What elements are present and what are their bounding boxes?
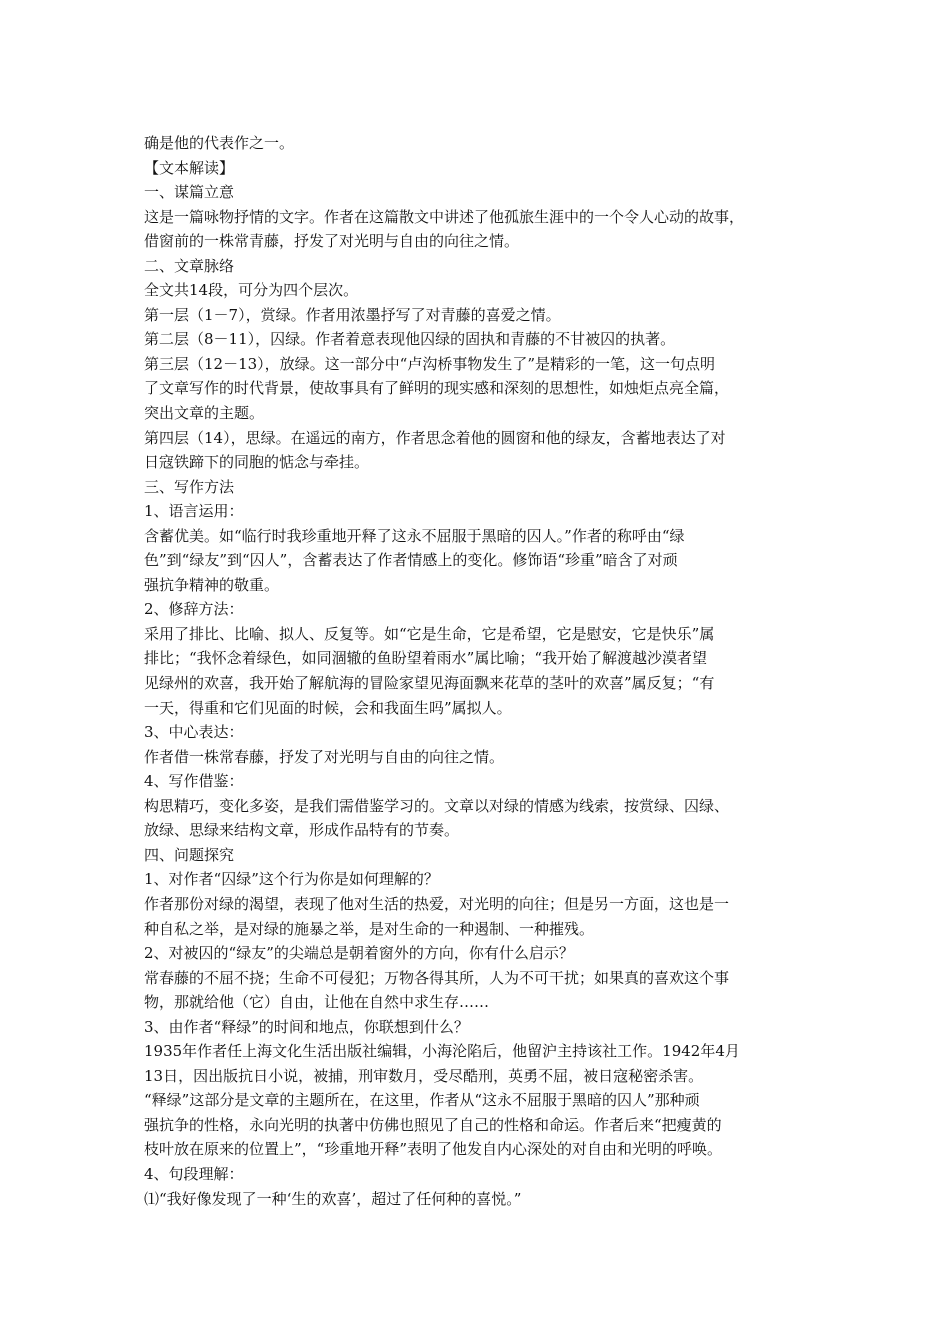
text-line: 全文共14段，可分为四个层次。 — [144, 281, 359, 300]
text-line: 确是他的代表作之一。 — [144, 134, 295, 152]
text-line: 构思精巧，变化多姿，是我们需借鉴学习的。文章以对绿的情感为线索，按赏绿、囚绿、 — [144, 796, 730, 815]
text-line: 放绿、思绿来结构文章，形成作品特有的节奏。 — [144, 821, 460, 840]
text-line: 这是一篇咏物抒情的文字。作者在这篇散文中讲述了他孤旅生涯中的一个令人心动的故事， — [144, 207, 745, 226]
text-line: “释绿”这部分是文章的主题所在，在这里，作者从“这永不屈服于黑暗的囚人”那种顽 — [144, 1091, 700, 1110]
text-line: 第二层（8－11），囚绿。作者着意表现他囚绿的固执和青藤的不甘被囚的执著。 — [144, 330, 676, 349]
text-line: 种自私之举，是对绿的施暴之举，是对生命的一种遏制、一种摧残。 — [144, 919, 595, 938]
document-body — [144, 131, 812, 1211]
text-line: 常春藤的不屈不挠；生命不可侵犯；万物各得其所，人为不可干扰；如果真的喜欢这个事 — [144, 968, 730, 987]
section-heading: 一、谋篇立意 — [144, 183, 235, 202]
text-line: 色”到“绿友”到“囚人”，含蓄表达了作者情感上的变化。修饰语“珍重”暗含了对顽 — [144, 551, 678, 570]
text-line: ⑴“我好像发现了一种‘生的欢喜’，超过了任何种的喜悦。” — [144, 1189, 522, 1208]
text-line: 见绿州的欢喜，我开始了解航海的冒险家望见海面飘来花草的茎叶的欢喜”属反复；“有 — [144, 674, 715, 693]
text-line: 1935年作者任上海文化生活出版社编辑，小海沦陷后，他留沪主持该社工作。1942年4月 — [144, 1042, 740, 1061]
text-line: 第一层（1－7），赏绿。作者用浓墨抒写了对青藤的喜爱之情。 — [144, 305, 561, 324]
section-heading: 【文本解读】 — [144, 158, 235, 177]
subsection-heading: 4、句段理解： — [144, 1164, 244, 1183]
text-line: 一天，得重和它们见面的时候，会和我面生吗”属拟人。 — [144, 698, 512, 717]
text-line: 强抗争的性格，永向光明的执著中仿佛也照见了自己的性格和命运。作者后来“把瘦黄的 — [144, 1115, 722, 1134]
text-line: 物，那就给他（它）自由，让他在自然中求生存…… — [144, 993, 490, 1012]
text-line: 13日，因出版抗日小说，被捕，刑审数月，受尽酷刑，英勇不屈，被日寇秘密杀害。 — [144, 1066, 704, 1085]
question-line: 2、对被囚的“绿友”的尖端总是朝着窗外的方向，你有什么启示？ — [144, 944, 574, 963]
text-line: 突出文章的主题。 — [144, 404, 265, 423]
subsection-heading: 3、中心表达： — [144, 723, 244, 742]
text-line: 排比；“我怀念着绿色，如同涸辙的鱼盼望着雨水”属比喻；“我开始了解渡越沙漠者望 — [144, 649, 708, 668]
text-line: 采用了排比、比喻、拟人、反复等。如“它是生命，它是希望，它是慰安，它是快乐”属 — [144, 624, 715, 643]
text-line: 作者那份对绿的渴望，表现了他对生活的热爱，对光明的向往；但是另一方面，这也是一 — [144, 894, 730, 913]
subsection-heading: 1、语言运用： — [144, 502, 244, 521]
question-line: 3、由作者“释绿”的时间和地点，你联想到什么？ — [144, 1017, 469, 1036]
text-line: 借窗前的一株常青藤，抒发了对光明与自由的向往之情。 — [144, 232, 520, 251]
text-line: 枝叶放在原来的位置上”，“珍重地开释”表明了他发自内心深处的对自由和光明的呼唤。 — [144, 1140, 723, 1159]
text-line: 含蓄优美。如“临行时我珍重地开释了这永不屈服于黑暗的囚人。”作者的称呼由“绿 — [144, 526, 685, 545]
text-line: 强抗争精神的敬重。 — [144, 575, 280, 594]
text-line: 日寇铁蹄下的同胞的惦念与牵挂。 — [144, 453, 370, 472]
text-line: 第三层（12－13），放绿。这一部分中“卢沟桥事物发生了”是精彩的一笔，这一句点明 — [144, 354, 716, 373]
section-heading: 三、写作方法 — [144, 477, 235, 496]
subsection-heading: 4、写作借鉴： — [144, 772, 244, 791]
section-heading: 二、文章脉络 — [144, 256, 235, 275]
question-line: 1、对作者“囚绿”这个行为你是如何理解的？ — [144, 870, 439, 889]
text-line: 了文章写作的时代背景，使故事具有了鲜明的现实感和深刻的思想性，如烛炬点亮全篇， — [144, 379, 730, 398]
text-line: 第四层（14），思绿。在遥远的南方，作者思念着他的圆窗和他的绿友，含蓄地表达了对 — [144, 428, 726, 447]
subsection-heading: 2、修辞方法： — [144, 600, 244, 619]
section-heading: 四、问题探究 — [144, 845, 235, 864]
text-line: 作者借一株常春藤，抒发了对光明与自由的向往之情。 — [144, 747, 505, 766]
